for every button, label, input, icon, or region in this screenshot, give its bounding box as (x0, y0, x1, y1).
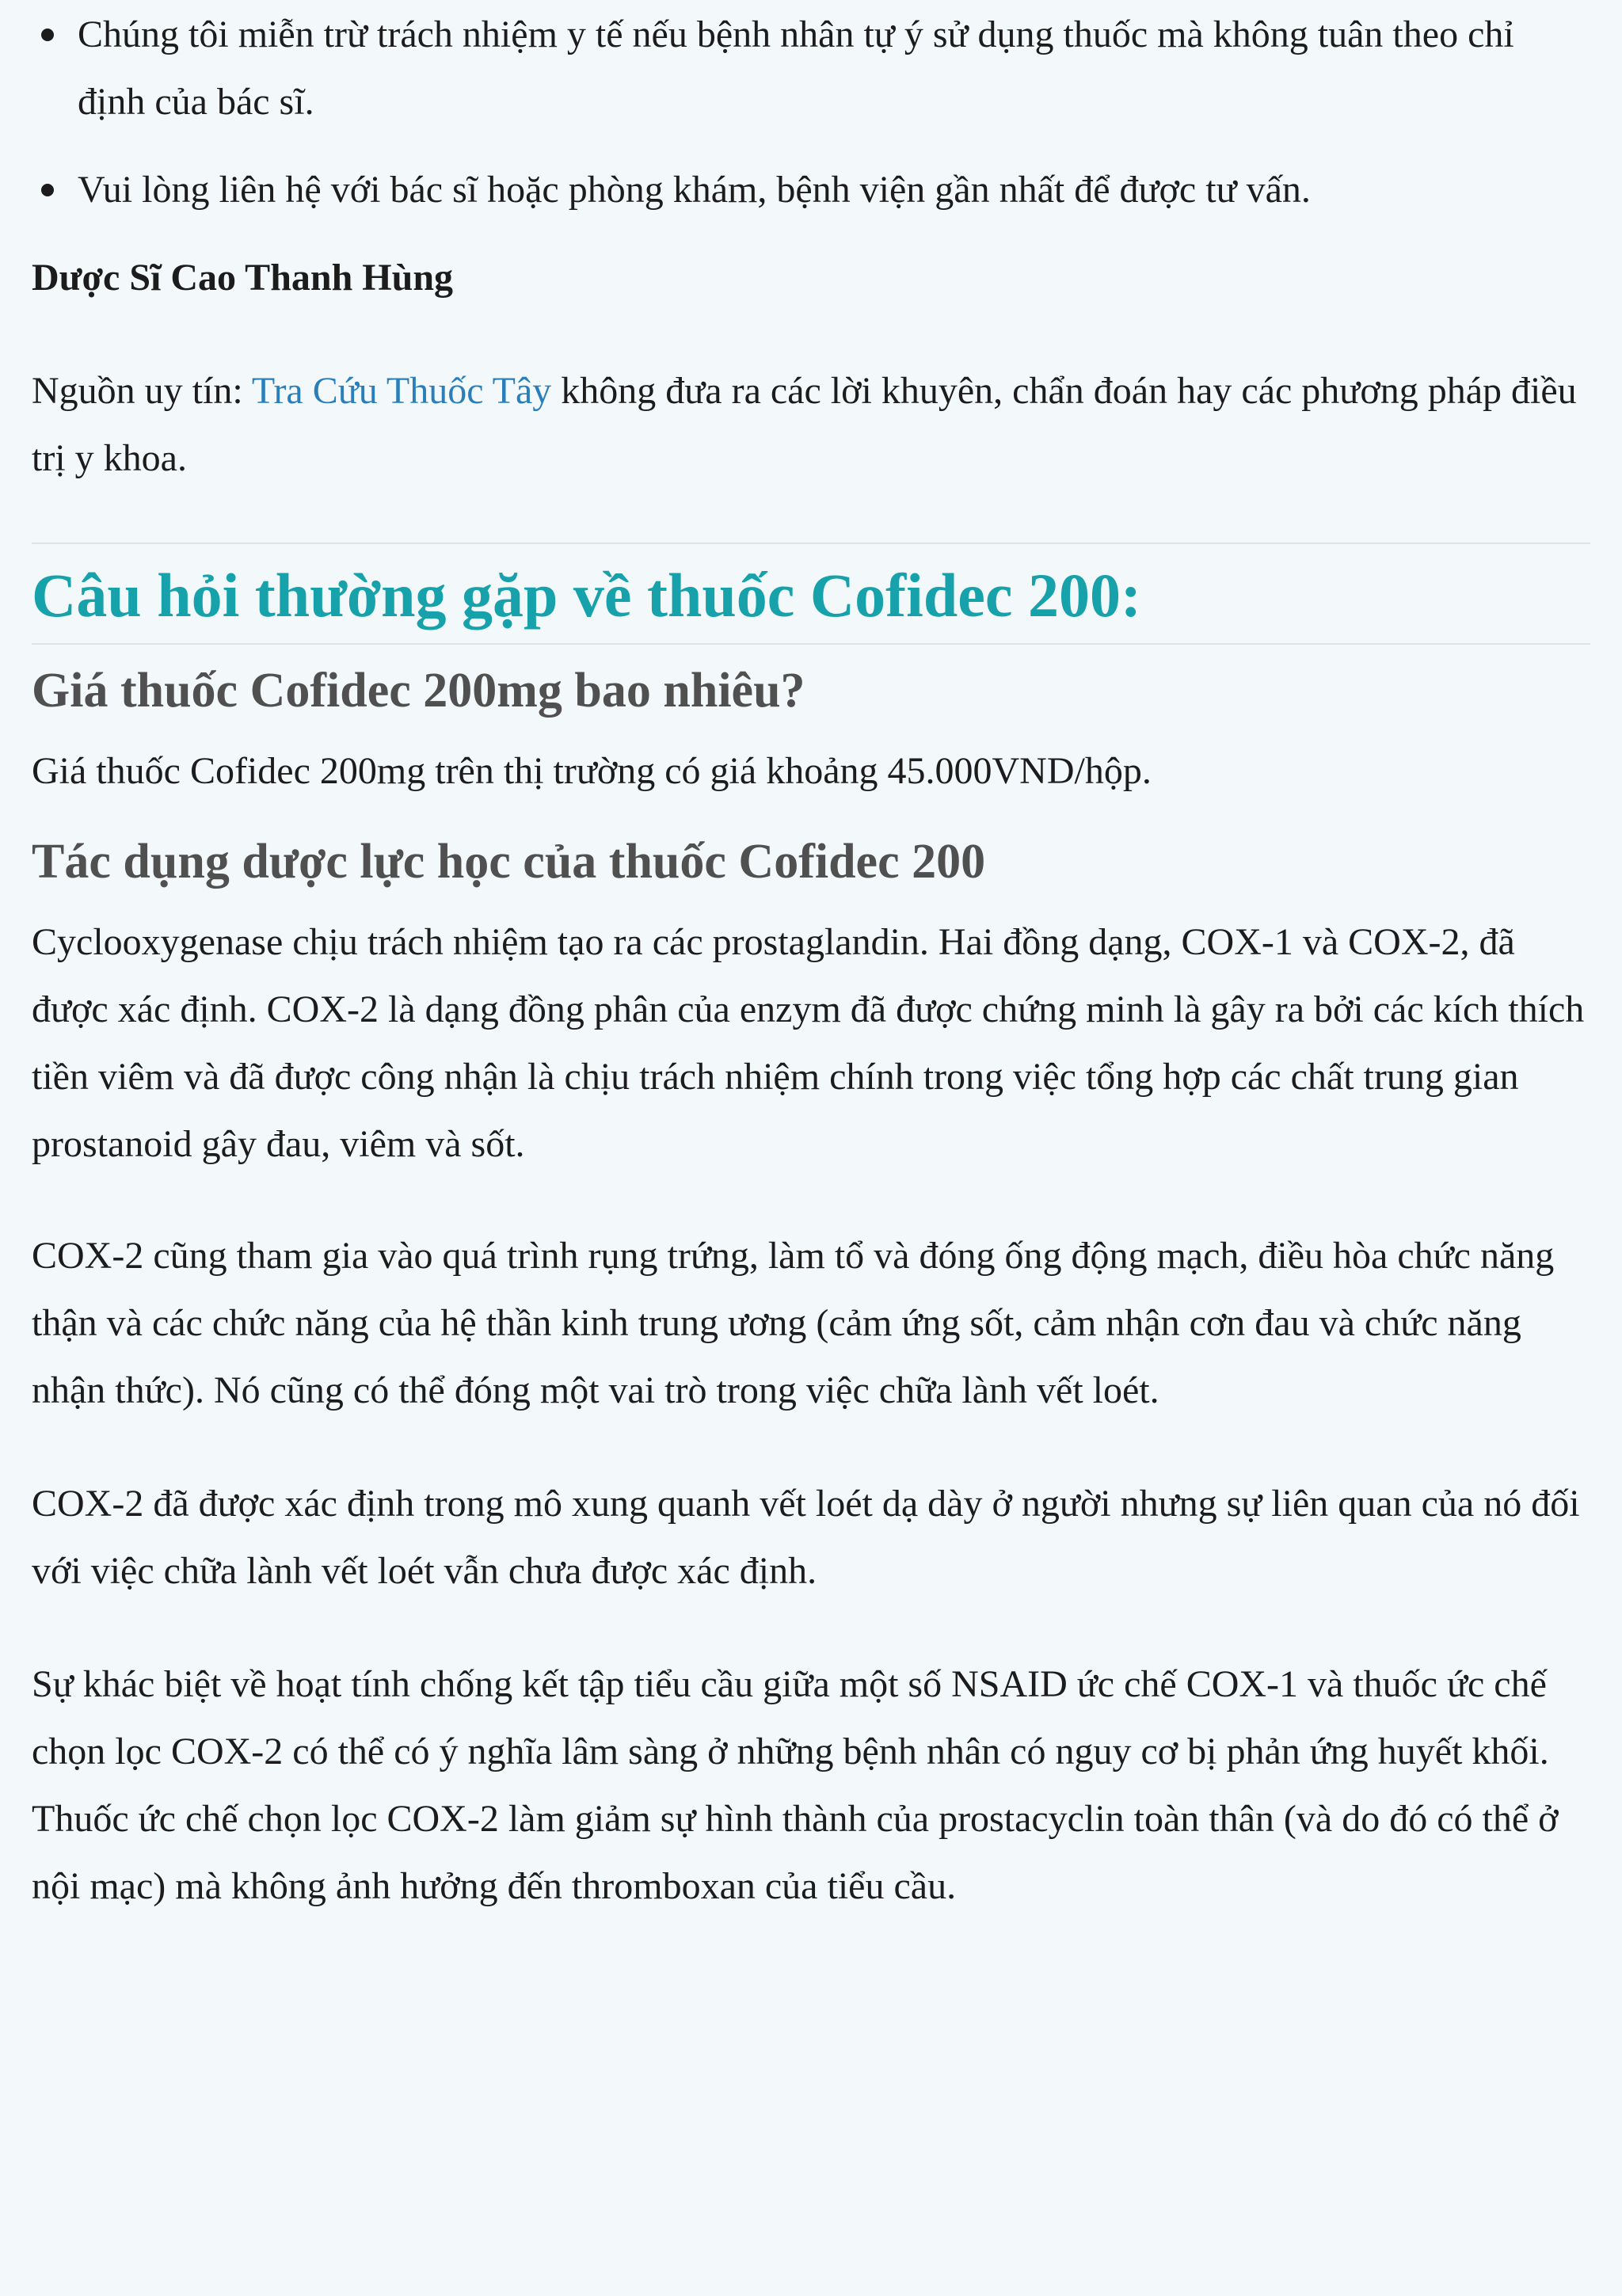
list-item (32, 156, 1590, 223)
disclaimer-text: Chúng tôi miễn trừ trách nhiệm y tế nếu bệnh nhân tự ý sử dụng thuốc mà không tuân theo chỉ định của bác sĩ. (78, 13, 1514, 123)
disclaimer-list (32, 1, 1590, 223)
pharmacology-paragraph: COX-2 cũng tham gia vào quá trình rụng trứng, làm tổ và đóng ống động mạch, điều hòa chức năng thận và các chức năng của hệ thần kinh trung ương (cảm ứng sốt, cảm nhận cơn đau và chức năng nhận thức). Nó cũng có thể đóng một vai trò trong việc chữa lành vết loét. (32, 1235, 1555, 1411)
source-suffix: không đưa ra các lời khuyên, chẩn đoán hay các phương pháp điều trị y khoa. (32, 370, 1577, 479)
author-name: Dược Sĩ Cao Thanh Hùng (32, 257, 454, 299)
title-divider (32, 643, 1590, 645)
source-link[interactable]: Tra Cứu Thuốc Tây (251, 370, 552, 412)
faq-title: Câu hỏi thường gặp về thuốc Cofidec 200: (32, 561, 1141, 630)
source-note (32, 357, 1590, 492)
pharmacology-heading: Tác dụng dược lực học của thuốc Cofidec 200 (32, 835, 986, 889)
list-item (32, 1, 1590, 135)
price-heading: Giá thuốc Cofidec 200mg bao nhiêu? (32, 664, 805, 718)
pharmacology-paragraph: Cyclooxygenase chịu trách nhiệm tạo ra các prostaglandin. Hai đồng dạng, COX-1 và COX-2, đã được xác định. COX-2 là dạng đồng phân của enzym đã được chứng minh là gây ra bởi các kích thích tiền viêm và đã được công nhận là chịu trách nhiệm chính trong việc tổng hợp các chất trung gian prostanoid gây đau, viêm và sốt. (32, 921, 1585, 1165)
article-content (32, 1, 1590, 1920)
pharmacology-paragraph: COX-2 đã được xác định trong mô xung quanh vết loét dạ dày ở người nhưng sự liên quan của nó đối với việc chữa lành vết loét vẫn chưa được xác định. (32, 1483, 1580, 1592)
bullet-icon (41, 29, 54, 41)
bullet-icon (41, 184, 54, 196)
article-page (0, 1, 1622, 2296)
pharmacology-paragraph: Sự khác biệt về hoạt tính chống kết tập tiểu cầu giữa một số NSAID ức chế COX-1 và thuốc ức chế chọn lọc COX-2 có thể có ý nghĩa lâm sàng ở những bệnh nhân có nguy cơ bị phản ứng huyết khối. Thuốc ức chế chọn lọc COX-2 làm giảm sự hình thành của prostacyclin toàn thân (và do đó có thể ở nội mạc) mà không ảnh hưởng đến thromboxan của tiểu cầu. (32, 1663, 1559, 1907)
section-divider (32, 543, 1590, 544)
price-text: Giá thuốc Cofidec 200mg trên thị trường có giá khoảng 45.000VND/hộp. (32, 750, 1152, 792)
disclaimer-text: Vui lòng liên hệ với bác sĩ hoặc phòng khám, bệnh viện gần nhất để được tư vấn. (78, 169, 1311, 211)
source-prefix: Nguồn uy tín: (32, 370, 252, 412)
